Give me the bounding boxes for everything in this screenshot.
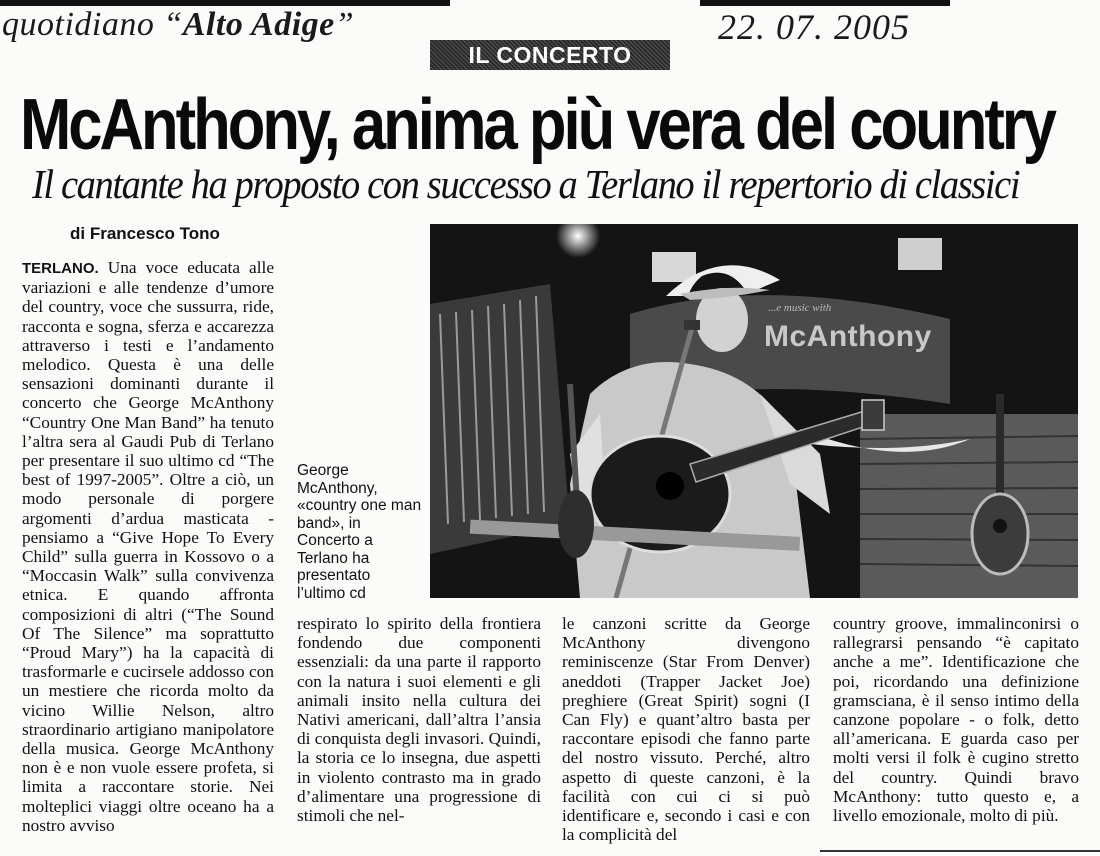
article-column-3	[562, 614, 810, 844]
photo-illustration	[430, 224, 1078, 598]
column-text: respirato lo spirito della frontiera fondendo due componenti essenziali: da una parte il rapporto con la natura i suoi elementi e gli animali insito nella cultura dei Nativi americani, dall’altra l’ansia di conquista degli invasori. Quindi, la storia ce lo insegna, due aspetti in violento contrasto ma in grado d’alimentare una progressione di stimoli che nel-	[297, 614, 541, 826]
concert-photo	[430, 224, 1078, 598]
photo-banner-name: McAnthony	[764, 320, 932, 353]
photo-banner-subtitle: ...e music with	[768, 302, 832, 314]
article-column-4	[833, 614, 1079, 825]
newspaper-name: Alto Adige	[182, 6, 335, 43]
section-label: IL CONCERTO	[430, 40, 670, 70]
column-text: Una voce educata alle variazioni e alle tendenze d’umore del country, voce che sussurra, ride, racconta e sogna, sferza e accarezza attraverso i testi e l’andamento melodico. Questa è una delle sensazioni dominanti durante il concerto che George McAnthony “Country One Man Band” ha tenuto l’altra sera al Gaudi Pub di Terlano per presentare il suo ultimo cd “The best of 1997-2005”. Oltre a ciò, un modo personale di porgere argomenti d’ardua masticata - pensiamo a “Give Hope To Every Child” sulla guerra in Kossovo o a “Moccasin Walk” sulla convivenza etnica. E quando affronta composizioni di altri (“The Sound Of The Silence” ma soprattutto “Proud Mary”) ha la capacità di trasformarle e cucirsele addosso con un mestiere che ricorda molto da vicino Willie Nelson, altro straordinario artigiano manipolatore della musica. George McAnthony non è e non vuole essere profeta, si limita a raccontare storie. Nei molteplici viaggi oltre oceano ha a nostro avviso	[22, 258, 274, 835]
photo-caption: George McAnthony, «country one man band», in Concerto a Terlano ha presentato l’ultimo cd	[297, 462, 422, 602]
byline: di Francesco Tono	[70, 224, 220, 243]
stage-light-icon	[898, 238, 942, 270]
article-column-2	[297, 614, 541, 825]
column-text: le canzoni scritte da George McAnthony divengono reminiscenze (Star From Denver) aneddoti (Trapper Jacket Joe) preghiere (Great Spirit) sogni (I Can Fly) e quant’altro basta per raccontare episodi che fanno parte del nostro vissuto. Perché, altro aspetto di queste canzoni, è la facilità con cui ci si può identificare e, secondo i casi e con la complicità del	[562, 614, 810, 845]
publication-date: 22. 07. 2005	[718, 7, 910, 47]
headline: McAnthony, anima più vera del country	[20, 85, 1055, 165]
newspaper-source: quotidiano “Alto Adige”	[2, 6, 355, 43]
dateline: TERLANO.	[22, 260, 99, 277]
bottom-rule	[820, 850, 1100, 852]
article-column-1	[22, 258, 274, 835]
subheadline: Il cantante ha proposto con successo a Terlano il repertorio di classici	[32, 161, 1020, 207]
stage-light-icon	[652, 252, 696, 282]
column-text: country groove, immalinconirsi o rallegrarsi pensando “è capitato anche a me”. Identificazione che poi, ricordando una definizione gramsciana, è il senso intimo della canzone popolare - o folk, detto all’americana. E guarda caso per molti versi il folk è cugino stretto del country. Quindi bravo McAnthony: tutto questo e, a livello emozionale, molto di più.	[833, 614, 1079, 826]
